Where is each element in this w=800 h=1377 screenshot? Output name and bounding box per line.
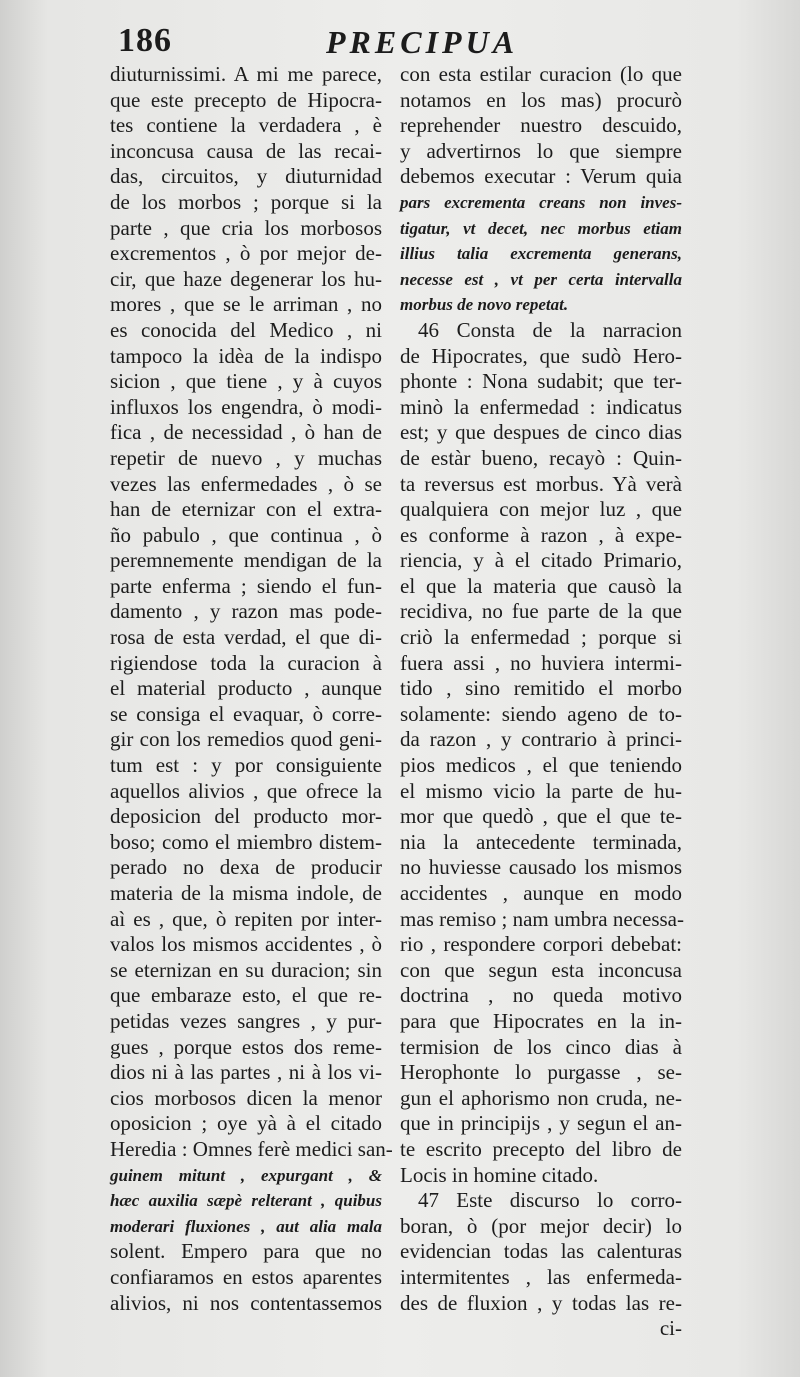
text-line: debemos executar : Verum quia (400, 164, 682, 189)
text-line: mor que quedò , que el que te- (400, 804, 682, 829)
text-line: influxos los engendra, ò modi- (110, 394, 382, 419)
text-line: intermitentes , las enfermeda- (400, 1264, 682, 1289)
text-line: des de fluxion , y todas las re- (400, 1290, 682, 1315)
text-line: 46 Consta de la narracion (418, 317, 682, 342)
text-line: aquellos alivios , que ofrece la (110, 778, 382, 803)
text-line: que este precepto de Hipocra- (110, 87, 382, 112)
text-line: mas remiso ; nam umbra necessa- (400, 906, 684, 931)
text-line: morbus de novo repetat. (400, 295, 569, 315)
text-line: est; y que despues de cinco dias (400, 420, 682, 445)
text-line: ta reversus est morbus. Yà verà (400, 471, 682, 496)
text-line: solamente: siendo ageno de to- (400, 701, 682, 726)
text-line: el material producto , aunque (110, 676, 382, 701)
right-text-column (400, 62, 682, 1342)
text-line: aì es , que, ò repiten por inter- (110, 906, 382, 931)
text-line: necesse est , vt per certa intervalla (400, 269, 682, 289)
text-line: que embaraze esto, el que re- (110, 983, 382, 1008)
text-line: de Hipocrates, que sudò Hero- (400, 343, 682, 368)
text-line: gues , porque estos dos reme- (110, 1034, 382, 1059)
text-line: termision de los cinco dias à (400, 1034, 682, 1059)
text-line: qualquiera con mejor luz , que (400, 497, 682, 522)
text-line: vezes las enfermedades , ò se (110, 471, 382, 496)
text-line: es conforme à razon , à expe- (400, 522, 682, 547)
text-line: moderari fluxiones , aut alia mala (110, 1216, 382, 1236)
text-line: repetir de nuevo , y muchas (110, 445, 382, 470)
running-head: PRECIPUA (326, 24, 519, 60)
text-line: materia de la misma indole, de (110, 881, 382, 905)
text-line: boran, ò (por mejor decir) lo (400, 1213, 682, 1238)
text-line: cir, que haze degenerar los hu- (110, 266, 382, 291)
text-line: mores , que se le arriman , no (110, 292, 382, 317)
text-line: tido , sino remitido el morbo (400, 676, 682, 701)
text-line: dios ni à las partes , ni à los vi- (110, 1060, 382, 1085)
text-line: pars excrementa creans non inves- (400, 192, 682, 212)
text-line: que in principijs , y segun el an- (400, 1111, 682, 1136)
text-line: tes contiene la verdadera , è (110, 113, 382, 138)
catchword: ci- (659, 1316, 682, 1341)
text-line: tigatur, vt decet, nec morbus etiam (400, 218, 682, 238)
text-line: te escrito precepto del libro de (400, 1136, 682, 1161)
text-line: valos los mismos accidentes , ò (110, 932, 382, 957)
text-line: recidiva, no fue parte de la que (400, 599, 682, 624)
text-line: das, circuitos, y diuturnidad (110, 164, 382, 189)
text-line: peremnemente mendigan de la (110, 548, 382, 573)
text-line: fica , de necessidad , ò han de (110, 420, 382, 445)
text-line: excrementos , ò por mejor de- (110, 241, 382, 266)
text-line: se consiga el evaquar, ò corre- (110, 701, 382, 726)
text-line: rosa de esta verdad, el que di- (110, 625, 382, 650)
text-line: rigiendose toda la curacion à (110, 650, 382, 675)
text-line: notamos en los mas) procurò (400, 87, 682, 112)
text-line: alivios, ni nos contentassemos (110, 1290, 382, 1315)
text-line: y advertirnos lo que siempre (400, 138, 682, 163)
text-line: el que la materia que causò la (400, 573, 682, 598)
text-line: illius talia excrementa generans, (400, 244, 682, 264)
text-line: pios medicos , el que teniendo (400, 753, 682, 778)
text-line: da razon , y contrario à princi- (400, 727, 682, 752)
text-line: hæc auxilia sæpè relterant , quibus (110, 1191, 382, 1211)
text-line: phonte : Nona sudabit; que ter- (400, 369, 682, 394)
text-line: cios morbosos dicen la menor (110, 1085, 382, 1110)
text-line: fuera assi , no huviera intermi- (400, 650, 682, 675)
text-line: confiaramos en estos aparentes (110, 1264, 382, 1289)
text-line: gun el aphorismo non cruda, ne- (400, 1085, 682, 1110)
text-line: Locis in homine citado. (400, 1162, 599, 1187)
text-line: nia la antecedente terminada, (400, 829, 682, 854)
text-line: ño pabulo , que continua , ò (110, 522, 382, 547)
text-line: Herophonte lo purgasse , se- (400, 1060, 682, 1085)
text-line: de estàr bueno, recayò : Quin- (400, 445, 682, 470)
text-line: boso; como el miembro distem- (110, 829, 382, 854)
text-line: Heredia : Omnes ferè medici san- (110, 1136, 393, 1161)
text-line: sicion , que tiene , y à cuyos (110, 369, 382, 394)
text-line: solent. Empero para que no (110, 1239, 382, 1264)
text-line: parte , que cria los morbosos (110, 215, 382, 240)
text-line: tum est : y por consiguiente (110, 753, 382, 778)
text-line: inconcusa causa de las recai- (110, 138, 382, 163)
text-line: con que segun esta inconcusa (400, 957, 682, 982)
page-number: 186 (118, 22, 172, 59)
text-line: se eternizan en su duracion; sin (110, 957, 382, 982)
text-line: han de eternizar con el extra- (110, 497, 382, 522)
text-line: no huviesse causado los mismos (400, 855, 682, 880)
text-line: deposicion del producto mor- (110, 804, 382, 829)
text-line: criò la enfermedad ; porque si (400, 625, 682, 650)
text-line: es conocida del Medico , ni (110, 317, 382, 342)
page-header (0, 22, 800, 62)
text-line: gir con los remedios quod geni- (110, 727, 382, 752)
text-line: parte enferma ; siendo el fun- (110, 573, 382, 598)
text-line: para que Hipocrates en la in- (400, 1008, 682, 1033)
text-line: de los morbos ; porque si la (110, 189, 382, 214)
text-line: tampoco la idèa de la indispo (110, 343, 382, 368)
text-line: oposicion ; oye yà à el citado (110, 1111, 382, 1136)
text-line: diuturnissimi. A mi me parece, (110, 62, 382, 86)
text-line: perado no dexa de producir (110, 855, 382, 880)
left-text-column (110, 62, 393, 1316)
text-line: 47 Este discurso lo corro- (418, 1188, 682, 1213)
text-line: minò la enfermedad : indicatus (400, 394, 682, 419)
text-line: riencia, y à el citado Primario, (400, 548, 682, 573)
text-line: el mismo vicio la parte de hu- (400, 778, 682, 803)
text-line: guinem mitunt , expurgant , & (110, 1165, 382, 1185)
text-line: accidentes , aunque en modo (400, 881, 682, 905)
text-line: rio , respondere corpori debebat: (400, 932, 682, 957)
text-line: con esta estilar curacion (lo que (400, 62, 682, 86)
text-line: doctrina , no queda motivo (400, 983, 682, 1008)
text-line: reprehender nuestro descuido, (400, 113, 682, 138)
text-line: damento , y razon mas pode- (110, 599, 382, 624)
text-line: evidencian todas las calenturas (400, 1239, 682, 1264)
text-line: petidas vezes sangres , y pur- (110, 1008, 382, 1033)
